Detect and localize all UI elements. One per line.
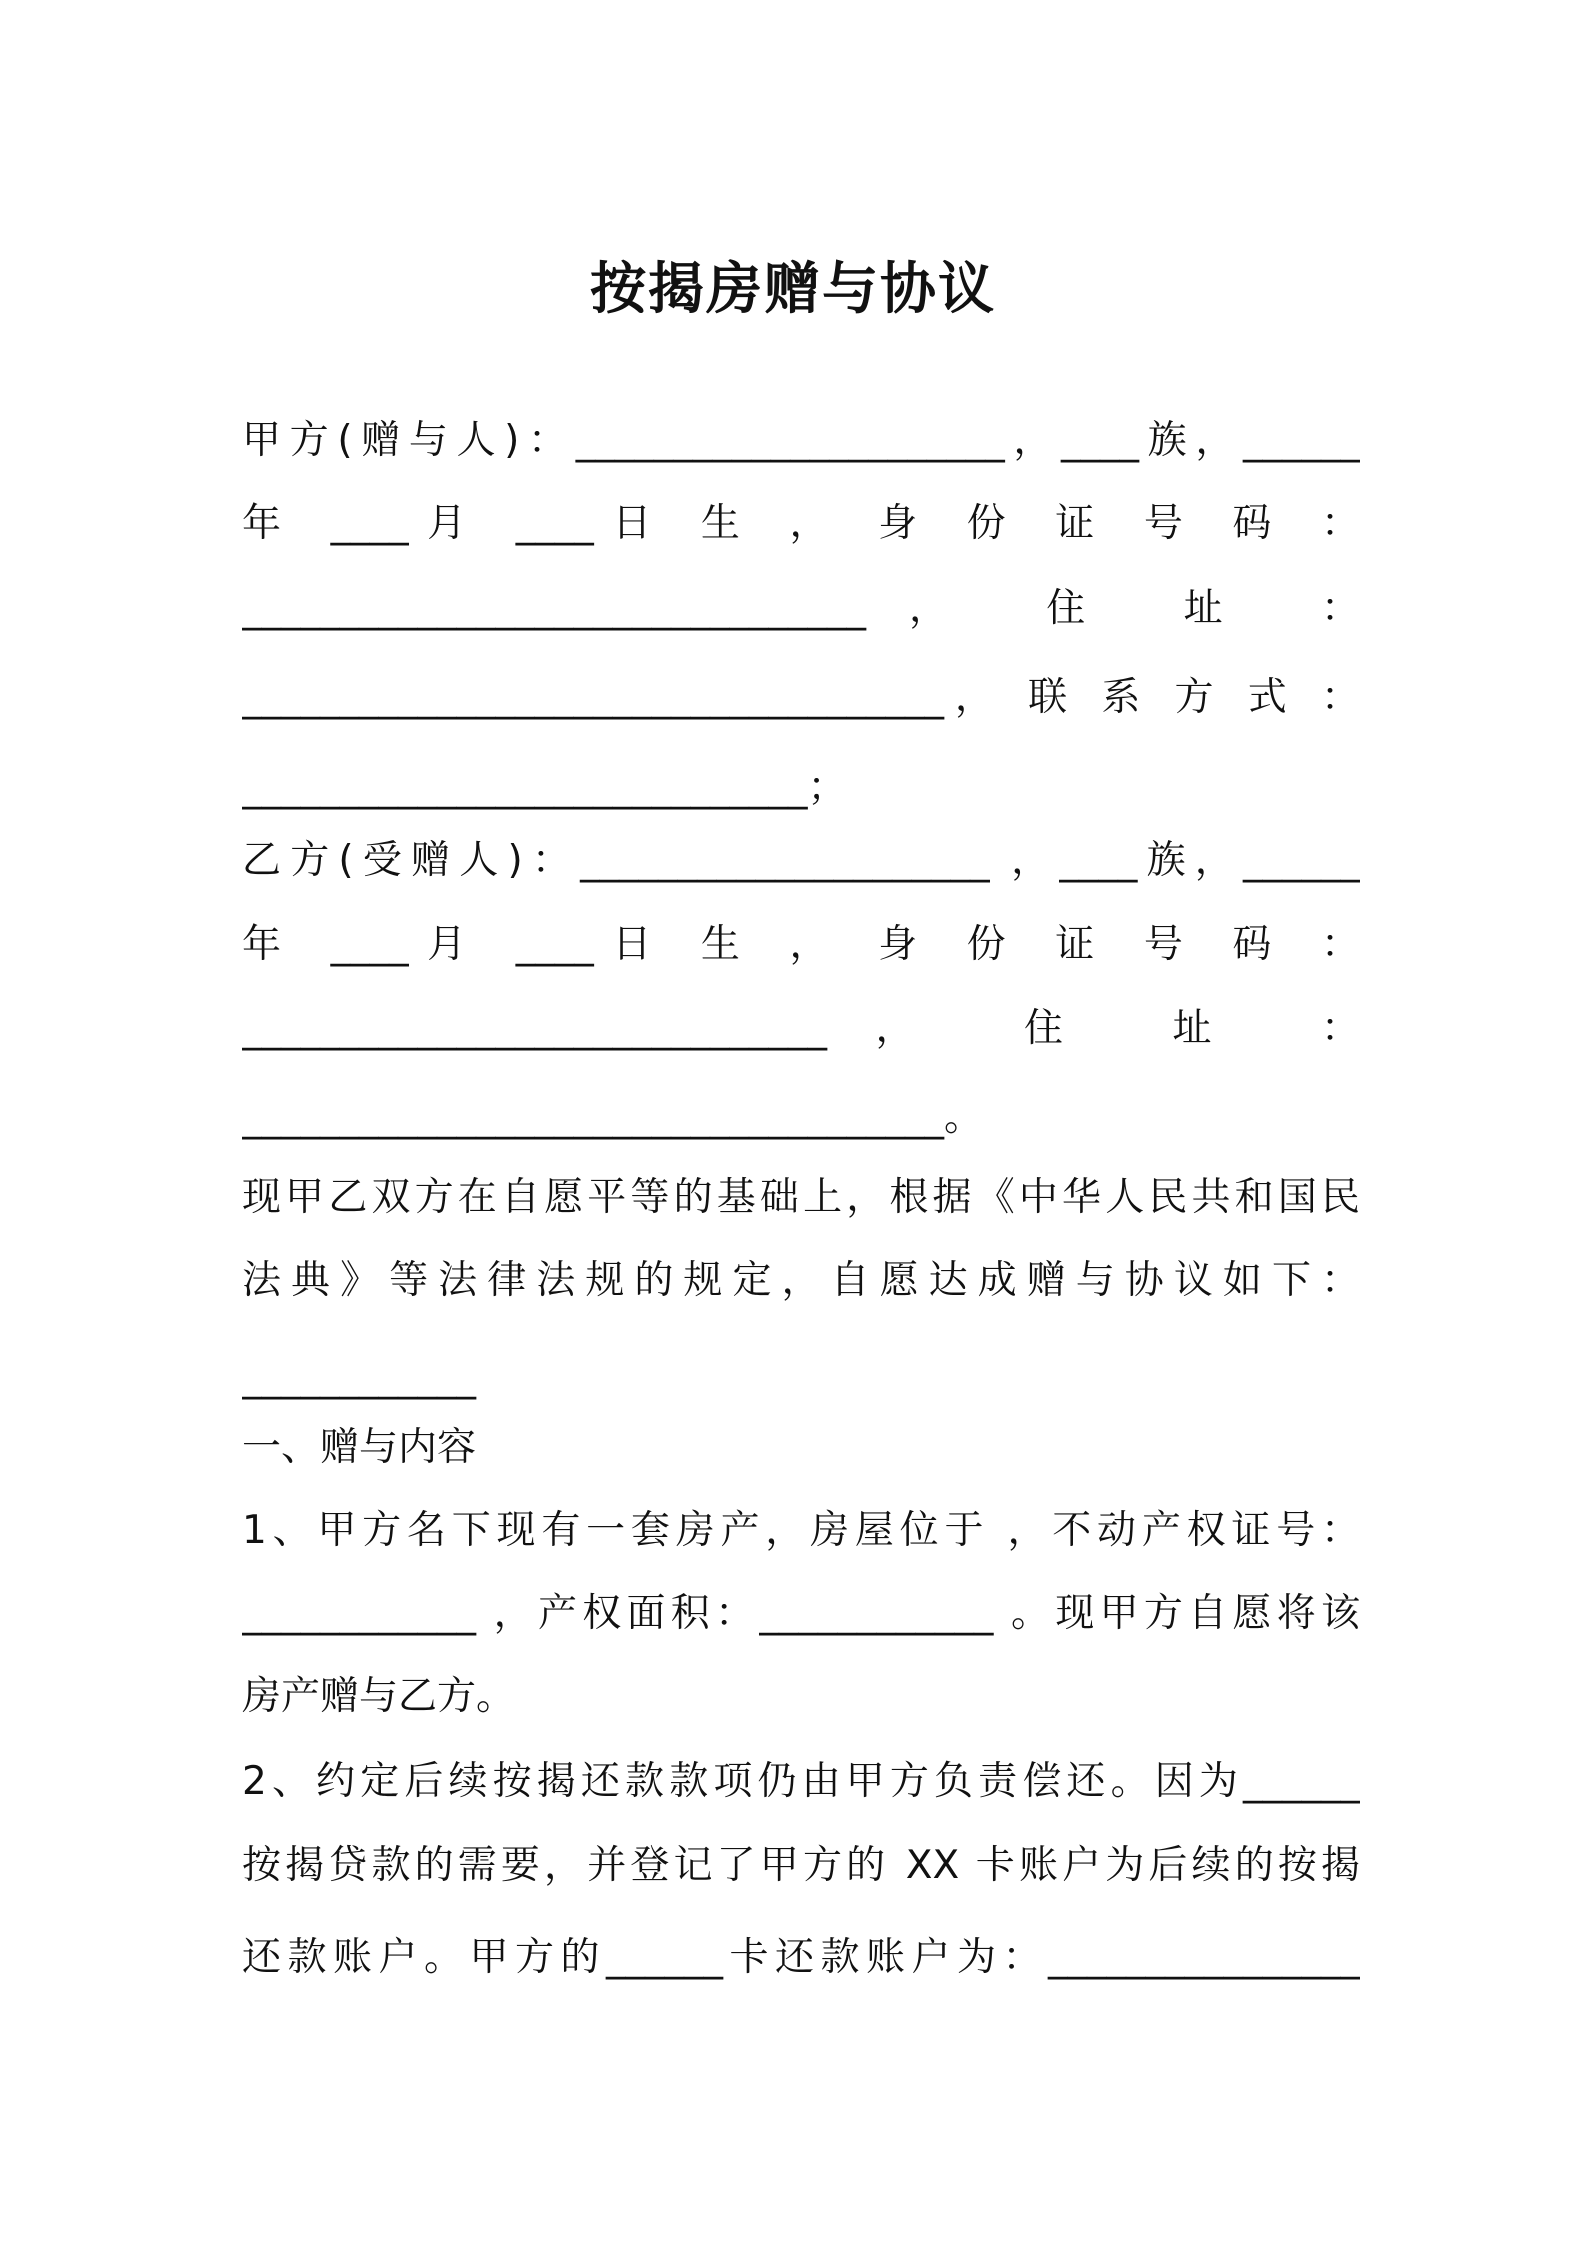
party-a-address-contact-line: ____________________________________， 联 系 方 式 ：	[242, 675, 1360, 720]
party-b-birth-line: 年 ____月 ____日 生 ， 身 份 证 号 码 ：	[242, 922, 1360, 967]
party-b-address-line: ____________________________________。	[242, 1095, 983, 1140]
party-b-id-address-line: ______________________________， 住 址 ：	[242, 1006, 1360, 1051]
clause-1-line-3: 房产赠与乙方。	[242, 1674, 516, 1719]
document-title: 按揭房赠与协议	[590, 257, 996, 322]
party-a-id-address-line: ________________________________， 住 址 ：	[242, 586, 1360, 631]
clause-1-line-1: 1、甲方名下现有一套房产，房屋位于 ，不动产权证号：	[242, 1508, 1360, 1553]
party-a-name-line: 甲方(赠与人)：______________________，____族，______	[242, 418, 1360, 463]
clause-2-line-2: 按揭贷款的需要，并登记了甲方的 XX 卡账户为后续的按揭	[242, 1843, 1360, 1888]
preamble-blank-line: ____________	[242, 1355, 476, 1400]
party-a-birth-line: 年 ____月 ____日 生 ， 身 份 证 号 码 ：	[242, 501, 1360, 546]
party-b-name-line: 乙方(受赠人)：_____________________ ，____族，______	[242, 838, 1360, 883]
party-a-contact-line: _____________________________；	[242, 765, 847, 810]
clause-2-line-3: 还款账户。甲方的______卡还款账户为：________________	[242, 1935, 1360, 1980]
preamble-line-1: 现甲乙双方在自愿平等的基础上，根据《中华人民共和国民	[242, 1175, 1360, 1220]
clause-1-line-2: ____________ ，产权面积：____________ 。现甲方自愿将该	[242, 1591, 1360, 1636]
section-heading-gift-content: 一、赠与内容	[242, 1425, 477, 1470]
preamble-line-2: 法典》等法律法规的规定，自愿达成赠与协议如下：	[242, 1258, 1360, 1303]
clause-2-line-1: 2、约定后续按揭还款款项仍由甲方负责偿还。因为______	[242, 1759, 1360, 1804]
